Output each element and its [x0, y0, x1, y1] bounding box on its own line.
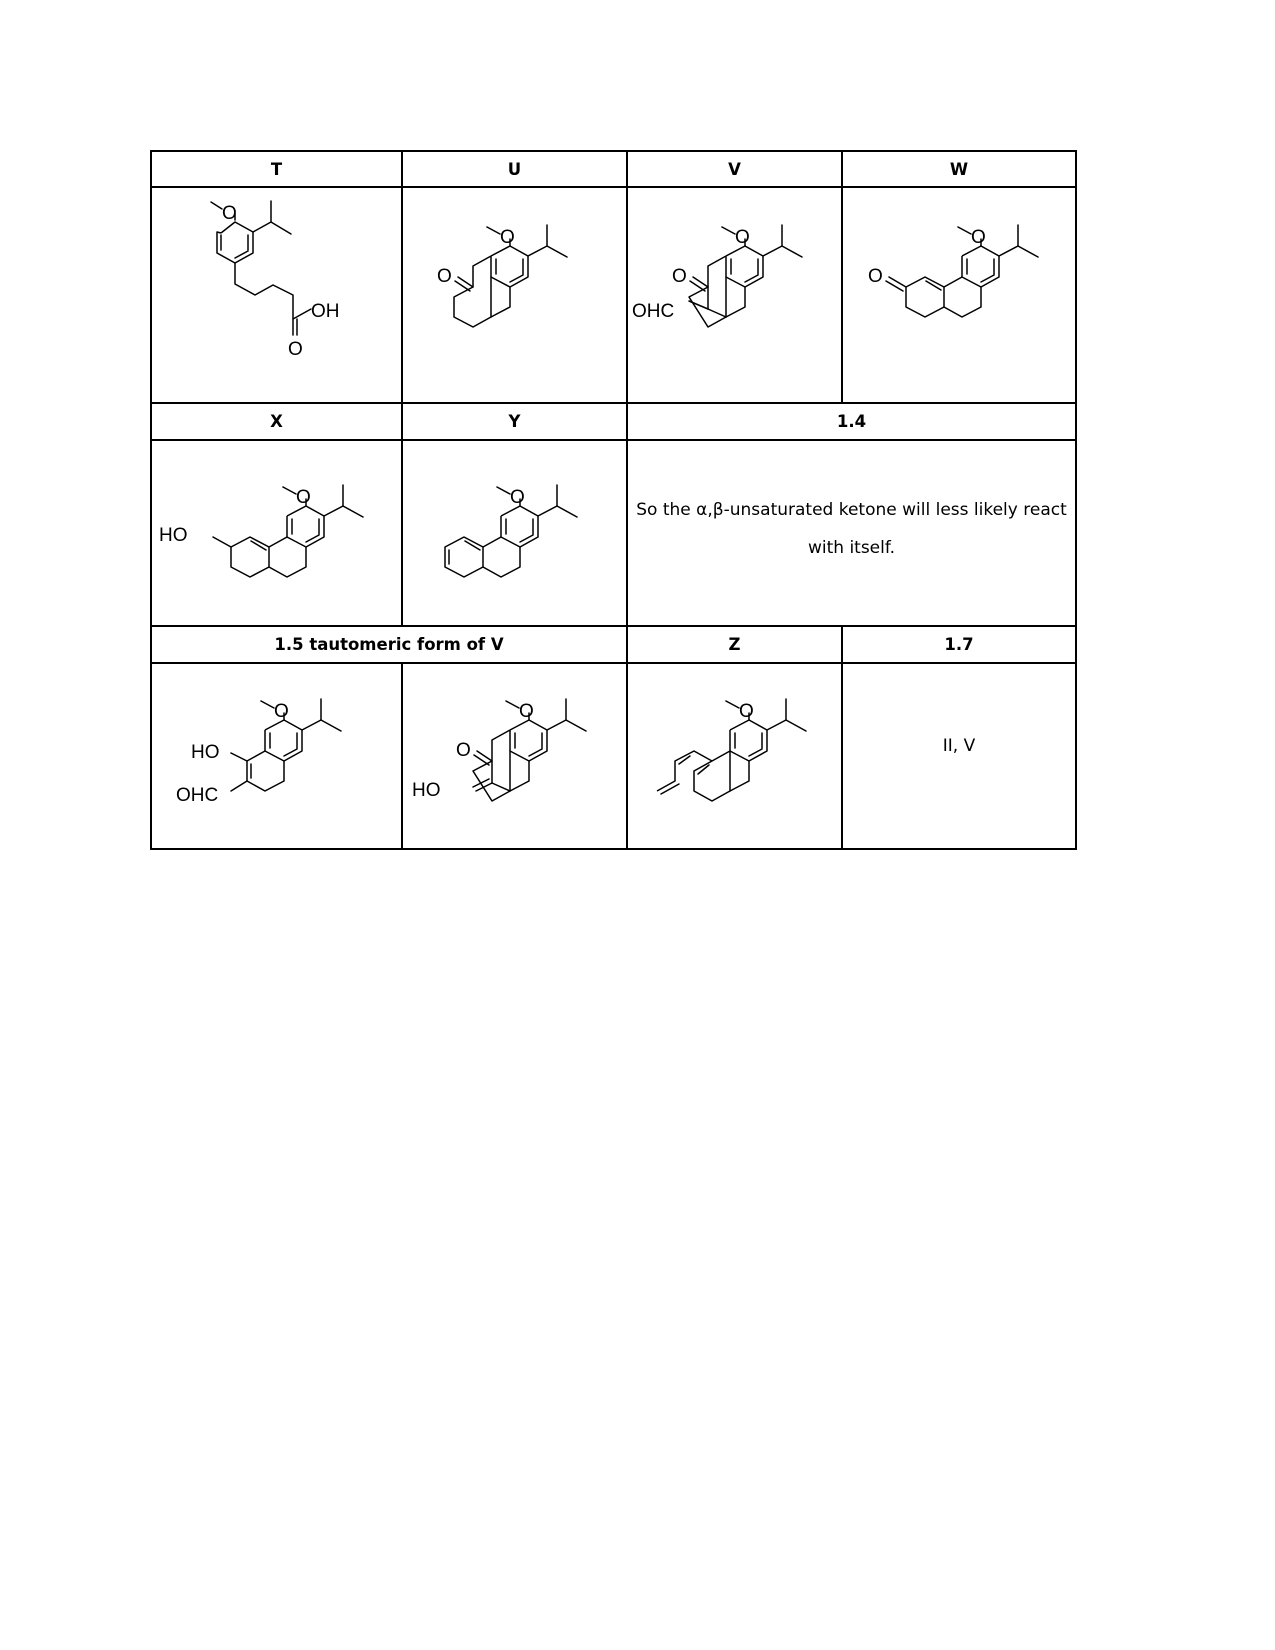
- isopropyl-group: [767, 720, 786, 730]
- structure-w: [842, 187, 1076, 403]
- structure-enol-tautomer: [151, 663, 402, 849]
- isopropyl-group: [999, 246, 1018, 256]
- v-ketone-o: O: [672, 266, 687, 287]
- enol-ring: [247, 751, 284, 791]
- enol-methoxy-o: O: [274, 701, 289, 722]
- u-ketone-o: O: [437, 266, 452, 287]
- w-methoxy-o: O: [971, 227, 986, 248]
- allylic-alcohol-ring: [231, 537, 269, 577]
- enol-hydroxyl-ho: HO: [191, 742, 220, 763]
- tautomer-methoxy-o: O: [519, 701, 534, 722]
- enone-ring: [906, 277, 944, 317]
- v-formyl-ohc: OHC: [632, 301, 675, 322]
- header-question-1-4: 1.4: [836, 412, 867, 431]
- isopropyl-group: [528, 246, 547, 256]
- enol-formyl-ohc: OHC: [176, 785, 219, 806]
- x-hydroxyl-ho: HO: [159, 525, 188, 546]
- header-question-1-5: 1.5 tautomeric form of V: [274, 635, 504, 654]
- structure-y: [402, 440, 627, 626]
- ketone-ring: [454, 256, 510, 327]
- t-methoxy-o: O: [222, 203, 237, 224]
- tautomer-ketone-o: O: [456, 740, 471, 761]
- structure-t: [151, 187, 402, 403]
- ketone-ring: [689, 256, 745, 327]
- t-acid-o: O: [288, 339, 303, 360]
- structure-z: [627, 663, 842, 849]
- butadienyl-chain: [657, 751, 712, 791]
- header-z: Z: [728, 635, 741, 654]
- t-acid-oh: OH: [311, 301, 340, 322]
- header-v: V: [728, 159, 741, 179]
- tautomer-hydroxyl-ho: HO: [412, 780, 441, 801]
- answer-1-4: [627, 491, 1076, 567]
- u-methoxy-o: O: [500, 227, 515, 248]
- header-x: X: [270, 412, 283, 431]
- y-methoxy-o: O: [510, 487, 525, 508]
- middle-ring: [269, 537, 306, 577]
- middle-ring: [944, 277, 981, 317]
- w-ketone-o: O: [868, 266, 883, 287]
- structure-u: [402, 187, 627, 403]
- v-methoxy-o: O: [735, 227, 750, 248]
- structure-hydroxymethylene-tautomer: [402, 663, 627, 849]
- isopropyl-group: [302, 720, 321, 730]
- answer-sheet: [150, 150, 1127, 890]
- answer-1-4-line-1: So the α,β-unsaturated ketone will less likely react: [636, 500, 1067, 520]
- header-question-1-7: 1.7: [944, 635, 974, 654]
- answer-1-7: II, V: [942, 736, 976, 756]
- structure-x: [151, 440, 402, 626]
- structure-v: [627, 187, 842, 403]
- x-methoxy-o: O: [296, 487, 311, 508]
- isopropyl-group: [538, 506, 557, 516]
- diene-ring: [445, 537, 483, 577]
- ketone-ring: [473, 730, 529, 801]
- header-y: Y: [508, 412, 521, 431]
- header-t: T: [270, 159, 283, 179]
- butanoic-chain: [235, 263, 293, 319]
- middle-ring: [483, 537, 520, 577]
- isopropyl-group: [763, 246, 782, 256]
- header-u: U: [507, 159, 522, 179]
- header-w: W: [949, 159, 969, 179]
- dihydro-ring: [694, 751, 749, 801]
- isopropyl-group: [547, 720, 566, 730]
- answer-1-4-line-2: with itself.: [807, 538, 896, 558]
- isopropyl-group: [324, 506, 343, 516]
- z-methoxy-o: O: [739, 701, 754, 722]
- isopropyl-group: [253, 222, 271, 232]
